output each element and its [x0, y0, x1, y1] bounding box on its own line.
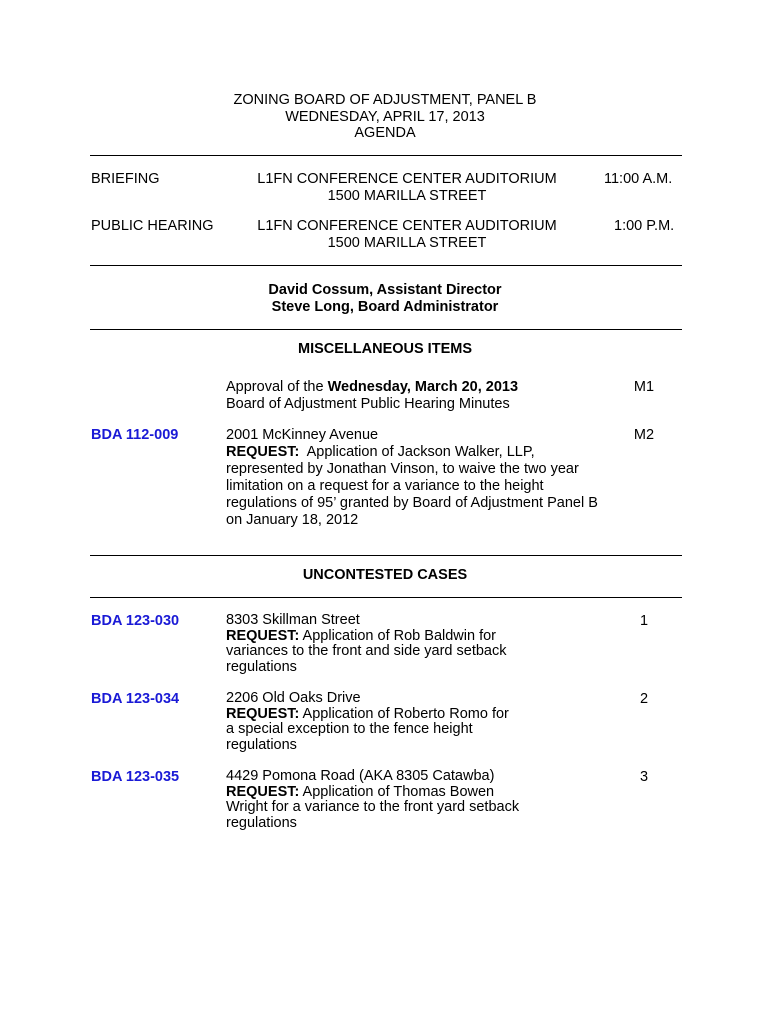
- misc-item-m2: [226, 427, 626, 529]
- uncontested-item-2-address: 2206 Old Oaks Drive: [226, 690, 361, 706]
- request-text: Application of Thomas Bowen: [299, 783, 495, 800]
- public-hearing-time: 1:00 P.M.: [614, 218, 675, 234]
- misc-heading: MISCELLANEOUS ITEMS: [297, 341, 472, 357]
- staff-administrator: Steve Long, Board Administrator: [271, 298, 499, 315]
- uncontested-item-3-number: 3: [639, 769, 649, 785]
- agenda-header: [0, 92, 770, 142]
- request-label: REQUEST:: [226, 705, 300, 722]
- uncontested-item-2-number: 2: [639, 691, 649, 707]
- uncontested-item-3-address: 4429 Pomona Road (AKA 8305 Catawba): [226, 768, 495, 784]
- uncontested-heading: UNCONTESTED CASES: [302, 567, 468, 583]
- misc-item-m1-date: Wednesday, March 20, 2013: [327, 379, 519, 395]
- uncontested-item-2-request-line3: regulations: [226, 736, 297, 753]
- header-title: ZONING BOARD OF ADJUSTMENT, PANEL B: [233, 92, 537, 108]
- misc-item-m1-number: M1: [633, 379, 655, 395]
- misc-item-m2-request-line4: regulations of 95’ granted by Board of Adjustment Panel B: [226, 495, 598, 511]
- uncontested-item-1-number: 1: [639, 613, 649, 629]
- uncontested-item-1: [226, 613, 626, 675]
- case-id-bda-123-035: BDA 123-035: [91, 769, 180, 785]
- uncontested-item-2: [226, 691, 626, 753]
- misc-item-m2-address: 2001 McKinney Avenue: [226, 427, 379, 443]
- uncontested-item-3-request-line1: [226, 785, 626, 801]
- uncontested-item-2-request-line1: [226, 707, 626, 723]
- request-label: REQUEST:: [226, 444, 300, 460]
- request-label: REQUEST:: [226, 783, 300, 800]
- case-id-bda-112-009: BDA 112-009: [91, 427, 179, 443]
- divider: [90, 555, 682, 556]
- request-text: Application of Rob Baldwin for: [299, 627, 496, 644]
- divider: [90, 155, 682, 156]
- staff-director: David Cossum, Assistant Director: [268, 282, 502, 298]
- uncontested-item-1-request-line2: variances to the front and side yard setback: [226, 643, 507, 659]
- header-agenda: AGENDA: [354, 125, 416, 141]
- request-label: REQUEST:: [226, 627, 300, 644]
- misc-item-m1-prefix: Approval of the: [226, 379, 328, 395]
- misc-item-m2-request-line5: on January 18, 2012: [226, 512, 359, 528]
- briefing-label: BRIEFING: [91, 171, 160, 187]
- uncontested-item-3: [226, 769, 626, 831]
- divider: [90, 597, 682, 598]
- uncontested-item-2-request-line2: a special exception to the fence height: [226, 721, 473, 737]
- request-text: Application of Roberto Romo for: [299, 705, 509, 722]
- misc-item-m2-number: M2: [633, 427, 655, 443]
- misc-item-m1: [226, 379, 626, 413]
- public-hearing-label: PUBLIC HEARING: [91, 218, 214, 234]
- request-text: Application of Jackson Walker, LLP,: [299, 444, 535, 460]
- uncontested-item-3-request-line3: regulations: [226, 814, 297, 831]
- briefing-venue-name: L1FN CONFERENCE CENTER AUDITORIUM: [257, 171, 557, 187]
- uncontested-item-3-request-line2: Wright for a variance to the front yard setback: [226, 799, 520, 815]
- uncontested-item-1-address: 8303 Skillman Street: [226, 612, 360, 628]
- briefing-venue: [250, 171, 564, 204]
- misc-item-m1-line2: Board of Adjustment Public Hearing Minutes: [226, 396, 510, 412]
- misc-item-m2-request-line1: [226, 444, 626, 461]
- uncontested-item-1-request-line1: [226, 629, 626, 645]
- public-hearing-venue: [250, 218, 564, 251]
- header-date: WEDNESDAY, APRIL 17, 2013: [285, 108, 485, 125]
- uncontested-item-1-request-line3: regulations: [226, 658, 297, 675]
- public-hearing-venue-address: 1500 MARILLA STREET: [327, 234, 487, 251]
- divider: [90, 265, 682, 266]
- divider: [90, 329, 682, 330]
- staff-block: [180, 282, 590, 315]
- misc-item-m2-request-line2: represented by Jonathan Vinson, to waive the two year: [226, 461, 579, 477]
- case-id-bda-123-030: BDA 123-030: [91, 613, 180, 629]
- case-id-bda-123-034: BDA 123-034: [91, 691, 180, 707]
- misc-item-m1-line1: [226, 379, 626, 396]
- briefing-venue-address: 1500 MARILLA STREET: [327, 187, 487, 204]
- briefing-time: 11:00 A.M.: [604, 171, 673, 187]
- misc-item-m2-request-line3: limitation on a request for a variance to the height: [226, 478, 544, 494]
- public-hearing-venue-name: L1FN CONFERENCE CENTER AUDITORIUM: [257, 218, 557, 234]
